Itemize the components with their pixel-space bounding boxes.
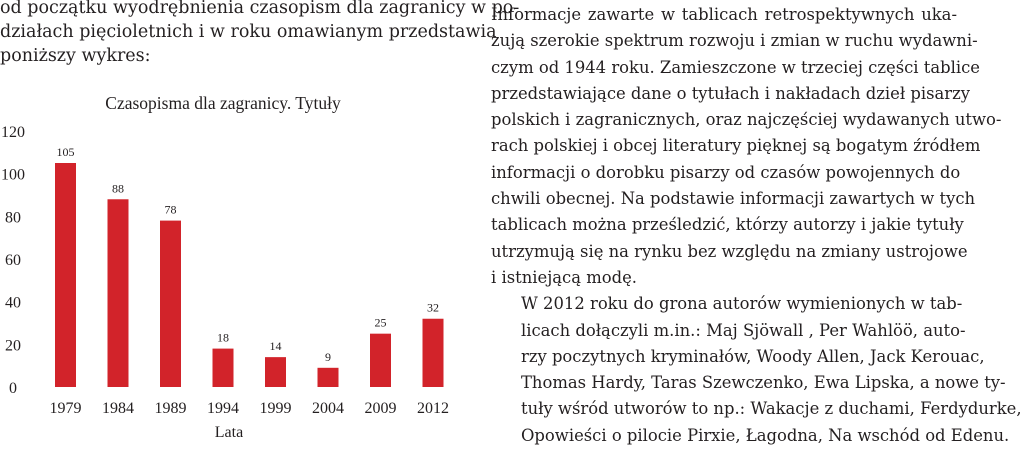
text-line: Thomas Hardy, Taras Szewczenko, Ewa Lipska, a nowe ty- xyxy=(521,373,1006,393)
x-tick-label: 2012 xyxy=(417,400,449,417)
text-line: utrzymują się na rynku bez względu na zmiany ustrojowe xyxy=(491,241,968,261)
bar xyxy=(108,199,129,387)
text-line: przedstawiające dane o tytułach i nakładach dzieł pisarzy xyxy=(491,83,970,103)
text-line: tablicach można prześledzić, którzy autorzy i jakie tytuły xyxy=(491,215,964,235)
x-tick-label: 1979 xyxy=(49,400,82,417)
chart-title: Czasopisma dla zagranicy. Tytuły xyxy=(105,93,341,113)
text-line: rzy poczytnych kryminałów, Woody Allen, Jack Kerouac, xyxy=(521,346,985,366)
x-tick-label: 1984 xyxy=(102,400,134,417)
intro-line: poniższy wykres: xyxy=(0,46,151,66)
body-text xyxy=(491,2,1022,449)
data-label: 25 xyxy=(374,315,387,330)
bar-chart xyxy=(0,0,520,441)
text-line: Informacje zawarte w tablicach retrospektywnych uka- xyxy=(491,5,957,24)
y-tick-label: 40 xyxy=(5,294,21,312)
text-line: polskich i zagranicznych, oraz najczęściej wydawanych utwo- xyxy=(491,110,1002,130)
data-label: 105 xyxy=(56,145,75,159)
x-tick-label: 1989 xyxy=(154,400,187,417)
text-line: tuły wśród utworów to np.: Wakacje z duchami, Ferdydurke, xyxy=(521,399,1022,419)
y-tick-label: 0 xyxy=(9,380,17,397)
x-axis-label: Lata xyxy=(214,424,244,441)
x-tick-label: 2009 xyxy=(364,400,397,417)
bar xyxy=(318,368,339,387)
text-line: W 2012 roku do grona autorów wymienionych w tab- xyxy=(521,294,963,314)
data-label: 78 xyxy=(164,202,177,217)
x-tick-label: 1994 xyxy=(207,400,239,417)
paragraph-2 xyxy=(491,291,1022,449)
data-label: 18 xyxy=(217,330,229,345)
intro-line: działach pięcioletnich i w roku omawianym przedstawia xyxy=(0,22,497,42)
bar xyxy=(265,357,286,387)
text-line: rach polskiej i obcej literatury pięknej są bogatym źródłem xyxy=(491,136,981,156)
text-line: informacji o dorobku pisarzy od czasów powojennych do xyxy=(491,162,961,182)
data-label: 9 xyxy=(325,349,331,364)
x-tick-label: 2004 xyxy=(312,400,344,417)
text-line: i istniejącą modę. xyxy=(491,267,638,287)
intro-line: od początku wyodrębnienia czasopism dla zagranicy w po- xyxy=(0,0,520,18)
y-tick-label: 100 xyxy=(1,166,25,184)
text-line: chwili obecnej. Na podstawie informacji zawartych w tych xyxy=(491,189,976,209)
text-line: licach dołączyli m.in.: Maj Sjöwall , Per Wahlöö, auto- xyxy=(521,320,966,340)
text-line: Opowieści o pilocie Pirxie, Łagodna, Na wschód od Edenu. xyxy=(521,425,1010,445)
data-label: 32 xyxy=(427,300,439,315)
text-line: czym od 1944 roku. Zamieszczone w trzeciej części tablice xyxy=(491,57,980,77)
y-tick-label: 20 xyxy=(5,337,21,355)
bar xyxy=(213,349,234,387)
y-tick-label: 120 xyxy=(1,124,25,141)
paragraph-1 xyxy=(491,2,1002,291)
y-tick-label: 60 xyxy=(5,252,21,269)
bar xyxy=(423,319,444,387)
x-tick-label: 1999 xyxy=(259,400,292,417)
y-tick-label: 80 xyxy=(5,209,21,227)
data-label: 88 xyxy=(112,181,124,196)
text-line: zują szerokie spektrum rozwoju i zmian w ruchu wydawni- xyxy=(491,31,978,51)
data-label: 14 xyxy=(269,339,282,354)
bar xyxy=(160,221,181,387)
bar xyxy=(370,334,391,387)
bar xyxy=(55,163,76,387)
